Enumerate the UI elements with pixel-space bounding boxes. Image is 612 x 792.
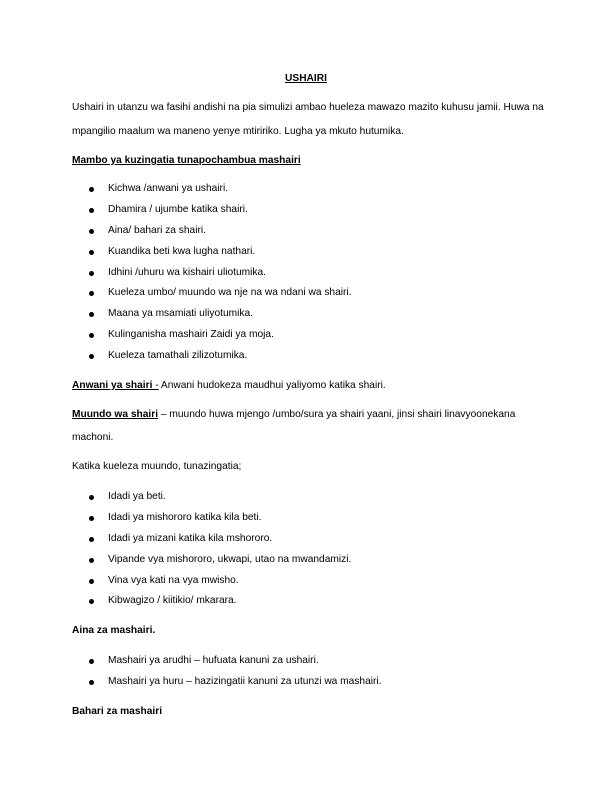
bullet-icon: [89, 208, 94, 213]
bullet-icon: [89, 495, 94, 500]
list-item: Dhamira / ujumbe katika shairi.: [108, 204, 248, 215]
bullet-icon: [89, 271, 94, 276]
list-item: Idadi ya mizani katika kila mshororo.: [108, 533, 273, 544]
bullet-icon: [89, 599, 94, 604]
list-item: Idadi ya mishororo katika kila beti.: [108, 512, 262, 523]
anwani-paragraph: [72, 379, 386, 392]
muundo-line-2: machoni.: [72, 432, 114, 443]
bullet-icon: [89, 537, 94, 542]
anwani-text: Anwani hudokeza maudhui yaliyomo katika shairi.: [158, 380, 386, 391]
page-title: USHAIRI: [285, 73, 327, 84]
muundo-paragraph: [72, 408, 515, 421]
bullet-icon: [89, 558, 94, 563]
list-item: Aina/ bahari za shairi.: [108, 225, 206, 236]
list-item: Kuandika beti kwa lugha nathari.: [108, 246, 256, 257]
bullet-icon: [89, 291, 94, 296]
intro-line-2: mpangilio maalum wa maneno yenye mtiririko. Lugha ya mkuto hutumika.: [72, 126, 404, 137]
muundo-text: – muundo huwa mjengo /umbo/sura ya shairi yaani, jinsi shairi linavyoonekana: [158, 409, 516, 420]
bullet-icon: [89, 333, 94, 338]
muundo-term: Muundo wa shairi: [72, 409, 159, 420]
list-item: Maana ya msamiati uliyotumika.: [108, 308, 253, 319]
bullet-icon: [89, 312, 94, 317]
list-item: Idhini /uhuru wa kishairi uliotumika.: [108, 267, 266, 278]
bullet-icon: [89, 354, 94, 359]
list-item: Kichwa /anwani ya ushairi.: [108, 183, 229, 194]
list-item: Vina vya kati na vya mwisho.: [108, 575, 239, 586]
bullet-icon: [89, 579, 94, 584]
anwani-term: Anwani ya shairi: [72, 380, 156, 391]
list-item: Kulinganisha mashairi Zaidi ya moja.: [108, 329, 274, 340]
list-item: Kibwagizo / kiitikio/ mkarara.: [108, 595, 237, 606]
list-item: Idadi ya beti.: [108, 491, 166, 502]
bullet-icon: [89, 229, 94, 234]
list-item: Kueleza umbo/ muundo wa nje na wa ndani wa shairi.: [108, 287, 352, 298]
list-item: Vipande vya mishororo, ukwapi, utao na mwandamizi.: [108, 554, 352, 565]
bullet-icon: [89, 680, 94, 685]
bullet-icon: [89, 516, 94, 521]
list-item: Mashairi ya arudhi – hufuata kanuni za ushairi.: [108, 655, 319, 666]
section-heading-mambo: Mambo ya kuzingatia tunapochambua mashairi: [72, 155, 301, 166]
list-item: Kueleza tamathali zilizotumika.: [108, 350, 248, 361]
bullet-icon: [89, 659, 94, 664]
list-item: Mashairi ya huru – hazizingatii kanuni za utunzi wa mashairi.: [108, 676, 382, 687]
bullet-icon: [89, 187, 94, 192]
bullet-icon: [89, 250, 94, 255]
section2-intro: Katika kueleza muundo, tunazingatia;: [72, 461, 242, 472]
anwani-separator: -: [155, 380, 159, 391]
section-heading-aina: Aina za mashairi.: [72, 625, 156, 636]
section-heading-bahari: Bahari za mashairi: [72, 706, 163, 717]
intro-line-1: Ushairi in utanzu wa fasihi andishi na pia simulizi ambao hueleza mawazo mazito kuhusu jamii. Huwa na: [72, 102, 544, 113]
